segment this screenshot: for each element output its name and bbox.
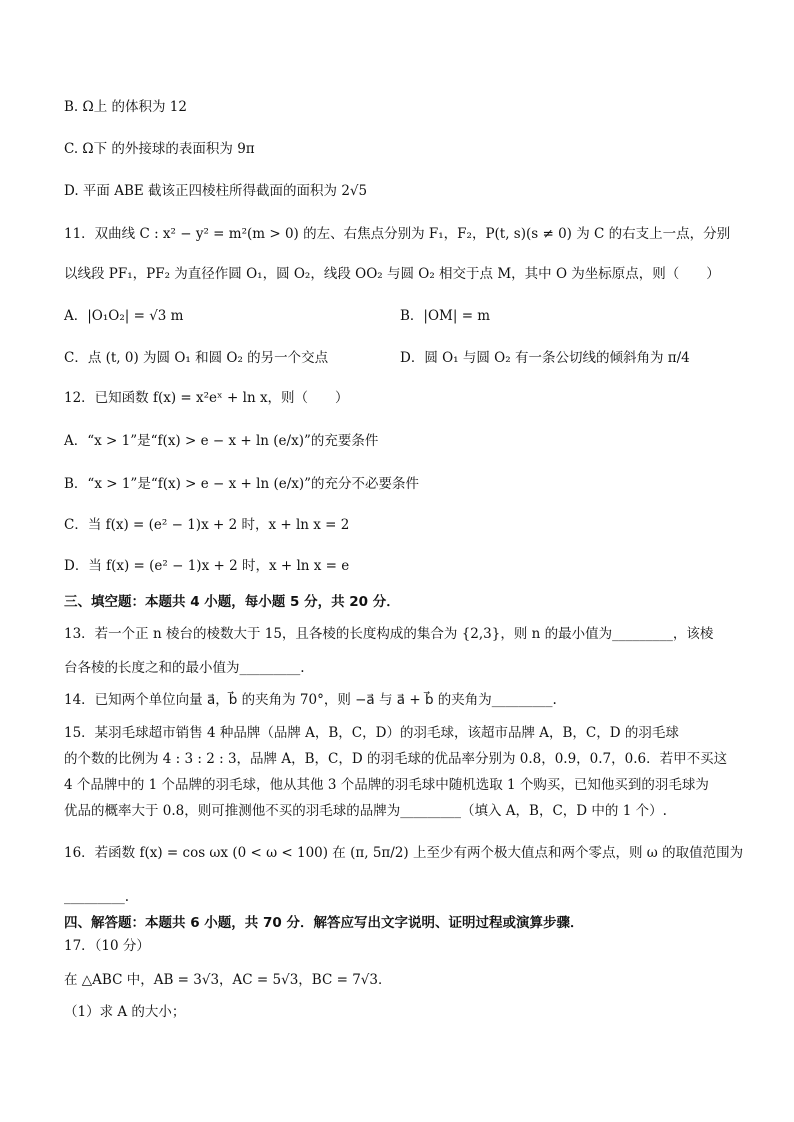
q14: 14．已知两个单位向量 a⃗，b⃗ 的夹角为 70°，则 −a⃗ 与 a⃗ + b⃗ 的夹角为_________. — [64, 692, 557, 708]
q17-part1: （1）求 A 的大小； — [64, 1004, 186, 1020]
q16-line2: _________. — [64, 889, 130, 905]
q11-stem-line1: 11．双曲线 C : x² − y² = m²(m > 0) 的左、右焦点分别为 F₁，F₂，P(t, s)(s ≠ 0) 为 C 的右支上一点，分别 — [64, 226, 731, 242]
section-3-heading: 三、填空题：本题共 4 小题，每小题 5 分，共 20 分． — [64, 594, 400, 610]
q12-option-b: B．“x > 1”是“f(x) > e − x + ln (e/x)”的充分不必要条件 — [64, 476, 420, 492]
q11-stem-line2: 以线段 PF₁，PF₂ 为直径作圆 O₁，圆 O₂，线段 OO₂ 与圆 O₂ 相交于点 M，其中 O 为坐标原点，则（ ） — [64, 266, 720, 282]
q11-option-c: C．点 (t, 0) 为圆 O₁ 和圆 O₂ 的另一个交点 — [64, 350, 329, 366]
q15-line1: 15．某羽毛球超市销售 4 种品牌（品牌 A，B，C，D）的羽毛球，该超市品牌 A，B，C，D 的羽毛球 — [64, 725, 679, 741]
q11-option-d: D．圆 O₁ 与圆 O₂ 有一条公切线的倾斜角为 π/4 — [400, 350, 690, 366]
q11-option-a: A．|O₁O₂| = √3 m — [64, 308, 184, 324]
q10-option-b: B. Ω上 的体积为 12 — [64, 99, 187, 115]
q13-line2: 台各棱的长度之和的最小值为_________. — [64, 660, 305, 676]
q10-option-c: C. Ω下 的外接球的表面积为 9π — [64, 141, 255, 157]
q10-option-d: D. 平面 ABE 截该正四棱柱所得截面的面积为 2√5 — [64, 183, 368, 199]
q12-stem: 12．已知函数 f(x) = x²eˣ + ln x，则（ ） — [64, 390, 349, 406]
q13-line1: 13．若一个正 n 棱台的棱数大于 15，且各棱的长度构成的集合为 {2,3}，则 n 的最小值为_________，该棱 — [64, 626, 714, 642]
q17-stem: 在 △ABC 中，AB = 3√3，AC = 5√3，BC = 7√3． — [64, 972, 392, 988]
q12-option-d: D．当 f(x) = (e² − 1)x + 2 时，x + ln x = e — [64, 558, 350, 574]
q16-line1: 16．若函数 f(x) = cos ωx (0 < ω < 100) 在 (π, 5π/2) 上至少有两个极大值点和两个零点，则 ω 的取值范围为 — [64, 845, 744, 861]
q11-option-b: B．|OM| = m — [400, 308, 491, 324]
q15-line2: 的个数的比例为 4 : 3 : 2 : 3，品牌 A，B，C，D 的羽毛球的优品率分别为 0.8，0.9，0.7，0.6．若甲不买这 — [64, 751, 728, 767]
q15-line4: 优品的概率大于 0.8，则可推测他不买的羽毛球的品牌为_________（填入 A，B，C，D 中的 1 个）. — [64, 803, 667, 819]
q15-line3: 4 个品牌中的 1 个品牌的羽毛球，他从其他 3 个品牌的羽毛球中随机选取 1 个购买，已知他买到的羽毛球为 — [64, 777, 709, 793]
q12-option-c: C．当 f(x) = (e² − 1)x + 2 时，x + ln x = 2 — [64, 517, 350, 533]
section-4-heading: 四、解答题：本题共 6 小题，共 70 分．解答应写出文字说明、证明过程或演算步骤． — [64, 915, 584, 931]
q17-header: 17．（10 分） — [64, 938, 150, 954]
q12-option-a: A．“x > 1”是“f(x) > e − x + ln (e/x)”的充要条件 — [64, 433, 379, 449]
